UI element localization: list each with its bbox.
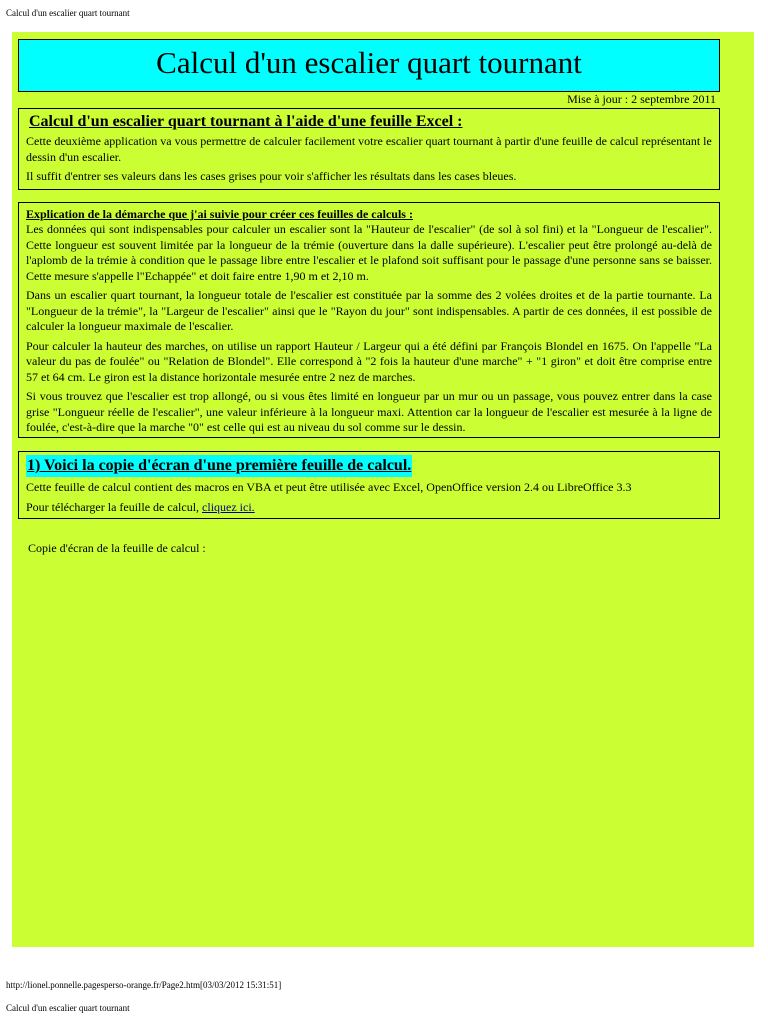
- intro-paragraph-1: Cette deuxième application va vous permettre de calculer facilement votre escalier quart tournant à partir d'une feuille de calcul représentant le dessin d'un escalier.: [26, 134, 712, 164]
- print-header-title: Calcul d'un escalier quart tournant: [6, 8, 130, 18]
- intro-section: [18, 108, 720, 190]
- explanation-paragraph-4: Si vous trouvez que l'escalier est trop allongé, ou si vous êtes limité en longueur par un mur ou un passage, vous pouvez entrer dans la case grise "Longueur réelle de l'escalier", une valeur inférieure à la longueur maxi. Attention car la longueur de l'escalier est mesurée à la ligne de foulée, c'est-à-dire que la marche "0" est celle qui est au niveau du sol comme sur le dessin.: [26, 389, 712, 434]
- section-1-paragraph: Cette feuille de calcul contient des macros en VBA et peut être utilisée avec Excel, OpenOffice version 2.4 ou LibreOffice 3.3: [26, 480, 632, 494]
- section-1: [18, 451, 720, 519]
- explanation-paragraph-2: Dans un escalier quart tournant, la longueur totale de l'escalier est constituée par la somme des 2 volées droites et de la partie tournante. La "Longueur de la trémie", la "Largeur de l'escalier" ainsi que le "Rayon du jour" sont indispensables. A partir de ces données, il est possible de calculer la longueur maximale de l'escalier.: [26, 288, 712, 333]
- title-banner: [18, 39, 720, 92]
- download-link[interactable]: cliquez ici.: [202, 499, 255, 514]
- explanation-heading: Explication de la démarche que j'ai suivie pour créer ces feuilles de calculs :: [26, 207, 413, 221]
- download-text: Pour télécharger la feuille de calcul,: [26, 499, 203, 514]
- intro-paragraph-2: Il suffit d'entrer ses valeurs dans les cases grises pour voir s'afficher les résultats dans les cases bleues.: [26, 169, 517, 183]
- page-content: [12, 32, 754, 947]
- explanation-section: [18, 202, 720, 438]
- explanation-paragraph-3: Pour calculer la hauteur des marches, on utilise un rapport Hauteur / Largeur qui a été défini par François Blondel en 1675. On l'appelle "La valeur du pas de foulée" ou "Relation de Blondel". Elle correspond à "2 fois la hauteur d'une marche" + "1 giron" et doit être comprise entre 57 et 64 cm. Le giron est la distance horizontale mesurée entre 2 nez de marches.: [26, 338, 712, 384]
- intro-heading: Calcul d'un escalier quart tournant à l'aide d'une feuille Excel :: [29, 113, 463, 130]
- screenshot-caption: Copie d'écran de la feuille de calcul :: [28, 541, 206, 555]
- update-date: Mise à jour : 2 septembre 2011: [567, 92, 716, 106]
- page-title: Calcul d'un escalier quart tournant: [156, 45, 582, 80]
- explanation-paragraph-1: Les données qui sont indispensables pour calculer un escalier sont la "Hauteur de l'escalier" (de sol à sol fini) et la "Longueur de l'escalier". Cette longueur est souvent limitée par la longueur de la trémie (ouverture dans la dalle supérieure). L'escalier peut être prolongé au-delà de l'aplomb de la trémie à condition que le passage libre entre l'escalier et le plafond soit suffisant pour le passage d'une personne sans se baisser. Cette mesure s'appelle l"Echappée" et doit faire entre 1,90 m et 2,10 m.: [26, 222, 712, 283]
- print-footer-url: http://lionel.ponnelle.pagesperso-orange.fr/Page2.htm[03/03/2012 15:31:51]: [6, 980, 282, 990]
- print-footer-title: Calcul d'un escalier quart tournant: [6, 1003, 130, 1013]
- section-1-heading: 1) Voici la copie d'écran d'une première feuille de calcul.: [26, 455, 412, 477]
- download-line: [26, 500, 712, 516]
